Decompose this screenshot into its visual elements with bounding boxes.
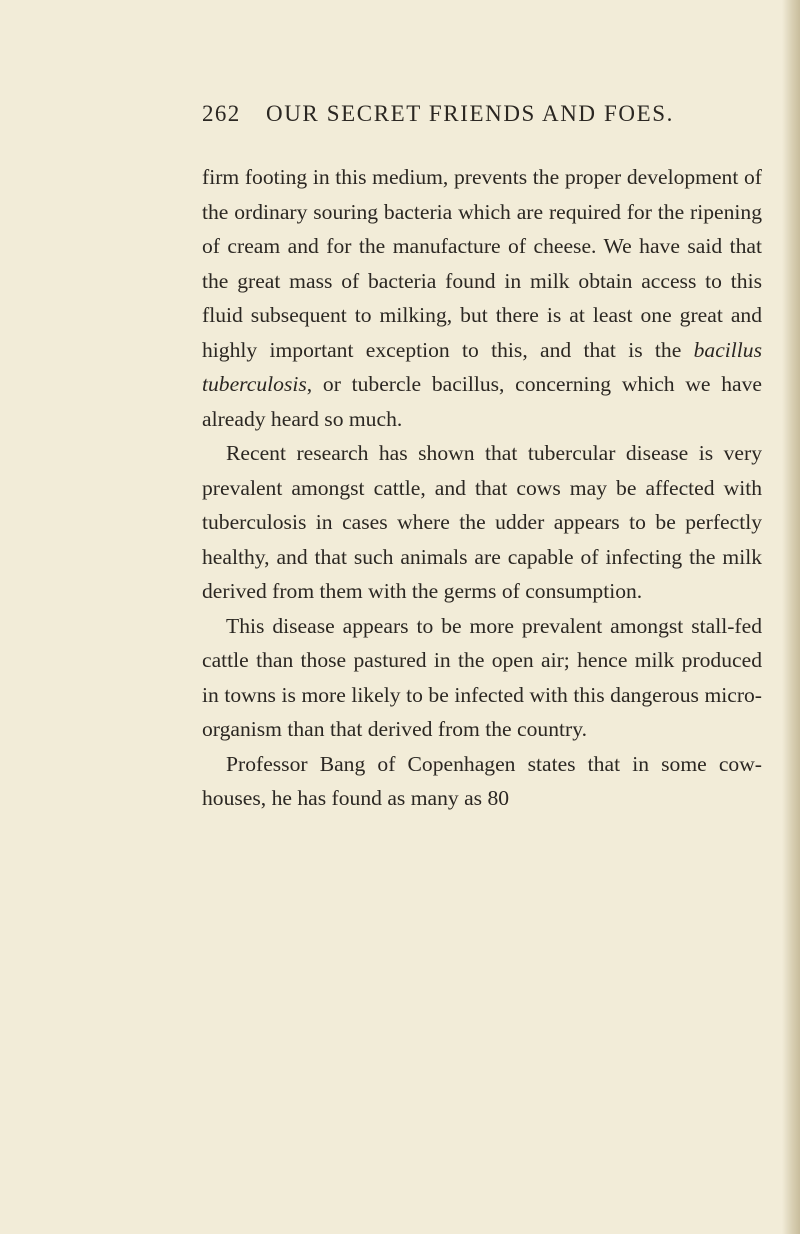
body-text — [202, 160, 762, 816]
page-edge-shadow — [782, 0, 800, 1234]
italic-term: bacillus tuberculosis — [202, 337, 762, 396]
running-head — [202, 101, 762, 137]
running-title: OUR SECRET FRIENDS AND FOES. — [266, 101, 674, 126]
paragraph-3: This disease appears to be more prevalent amongst stall-fed cattle than those pastured in the open air; hence milk produced in towns is more likely to be infected with this dangerous micro-organism than that derived from the country. — [202, 613, 762, 741]
paragraph-1-text-b: , or tubercle bacillus, concerning which we have already heard so much. — [202, 372, 762, 431]
paragraph-4: Professor Bang of Copenhagen states that in some cow-houses, he has found as many as 80 — [202, 751, 762, 810]
paragraph-1 — [202, 160, 762, 436]
page-number: 262 — [202, 101, 241, 126]
paragraph-1-text-a: firm footing in this medium, prevents the proper development of the ordinary souring bacteria which are required for the ripening of cream and for the manufacture of cheese. We have said that the great mass of bacteria found in milk obtain access to this fluid subsequent to milking, but there is at least one great and highly important exception to this, and that is the — [202, 165, 762, 362]
paragraph-2: Recent research has shown that tubercular disease is very prevalent amongst cattle, and that cows may be affected with tuberculosis in cases where the udder appears to be perfectly healthy, and that such animals are capable of infecting the milk derived from them with the germs of consumption. — [202, 441, 762, 603]
